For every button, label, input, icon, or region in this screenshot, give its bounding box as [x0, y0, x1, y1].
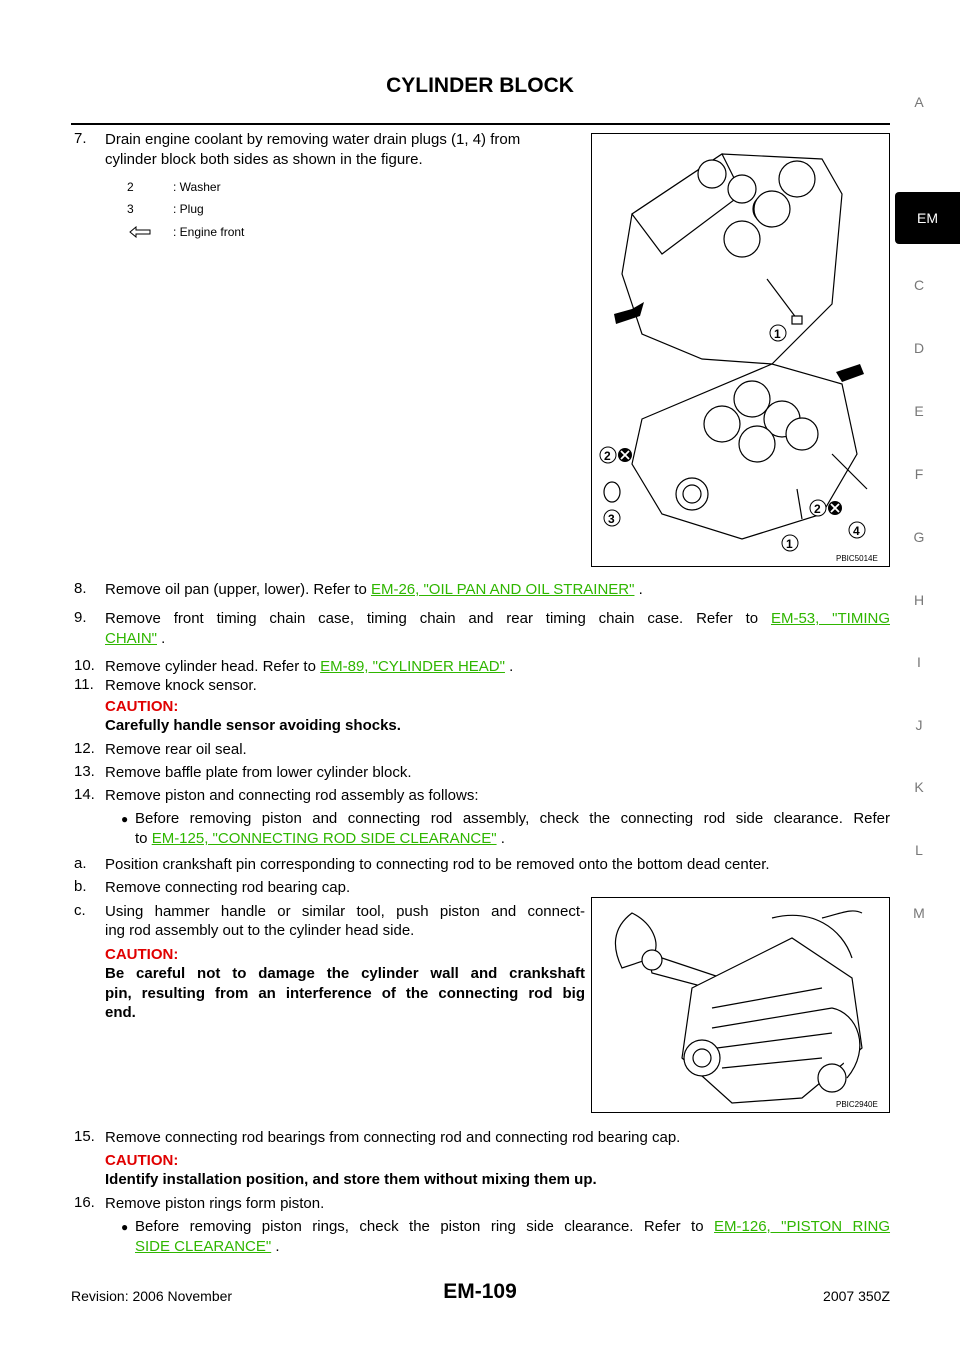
caution-label: CAUTION: [105, 1152, 179, 1169]
step-a-text: Position crankshaft pin corresponding to connecting rod to be removed onto the bottom dead center. [105, 856, 770, 873]
section-tab-c[interactable]: C [913, 277, 925, 293]
step-letter: c. [74, 902, 86, 919]
caution-text-knock-sensor: Carefully handle sensor avoiding shocks. [105, 717, 401, 734]
step-7-line2: cylinder block both sides as shown in the figure. [105, 151, 423, 168]
callout-3: 3 [608, 512, 615, 526]
step-number: 7. [74, 130, 87, 147]
step-14-text: Remove piston and connecting rod assembly as follows: [105, 787, 479, 804]
legend-text-washer: : Washer [173, 180, 221, 194]
caution-text-line1: Be careful not to damage the cylinder wall and crankshaft [105, 965, 585, 982]
callout-1-lower: 1 [786, 537, 793, 551]
caution-text-bearings: Identify installation position, and store them without mixing them up. [105, 1171, 597, 1188]
step-number: 11. [74, 676, 94, 693]
caution-label: CAUTION: [105, 946, 179, 963]
section-tab-d[interactable]: D [913, 340, 925, 356]
step-number: 10. [74, 657, 95, 674]
step-11-text: Remove knock sensor. [105, 677, 257, 694]
link-timing-chain-cont[interactable]: CHAIN" [105, 630, 157, 647]
step-16-bullet-line1 [135, 1217, 890, 1237]
step-number: 8. [74, 580, 87, 597]
step-number: 15. [74, 1128, 95, 1145]
section-tab-g[interactable]: G [913, 529, 925, 545]
page-title: CYLINDER BLOCK [386, 74, 574, 97]
bullet-tail: . [271, 1238, 280, 1255]
callout-4: 4 [853, 524, 860, 538]
step-12-text: Remove rear oil seal. [105, 741, 247, 758]
step-8-text: Remove oil pan (upper, lower). Refer to [105, 581, 371, 598]
section-tab-j[interactable]: J [915, 717, 923, 733]
caution-text-line3: end. [105, 1004, 136, 1021]
bullet-pre: to [135, 830, 152, 847]
figure-code: PBIC2940E [836, 1100, 878, 1109]
section-tab-l[interactable]: L [915, 842, 923, 858]
step-7-line1: Drain engine coolant by removing water drain plugs (1, 4) from [105, 131, 521, 148]
legend-key-3: 3 [127, 202, 134, 216]
step-c-line1: Using hammer handle or similar tool, push piston and connect- [105, 903, 585, 920]
step-13-text: Remove baffle plate from lower cylinder block. [105, 764, 412, 781]
section-tab-a[interactable]: A [914, 94, 924, 110]
step-9-tail: . [157, 630, 166, 647]
figure-code: PBIC5014E [836, 554, 878, 563]
section-tab-i[interactable]: I [917, 654, 921, 670]
step-8-tail: . [634, 581, 643, 598]
section-tab-f[interactable]: F [914, 466, 924, 482]
step-b-text: Remove connecting rod bearing cap. [105, 879, 351, 896]
step-number: 12. [74, 740, 95, 757]
step-16-bullet-line2 [135, 1237, 280, 1257]
section-tab-em-active[interactable]: EM [895, 192, 960, 244]
footer-model: 2007 350Z [823, 1288, 890, 1304]
caution-label: CAUTION: [105, 698, 179, 715]
link-connecting-rod-side-clearance[interactable]: EM-125, "CONNECTING ROD SIDE CLEARANCE" [151, 830, 497, 847]
page-number: EM-109 [443, 1280, 517, 1303]
bullet-dot: ● [121, 812, 129, 826]
bullet-pre: Before removing piston rings, check the piston ring side clearance. Refer to [135, 1218, 715, 1235]
legend-key-2: 2 [127, 180, 134, 194]
figure-push-piston-out [591, 897, 890, 1113]
caution-text-line2: pin, resulting from an interference of the connecting rod big [105, 985, 585, 1002]
legend-text-engine-front: : Engine front [173, 225, 245, 239]
callout-2-left: 2 [604, 449, 611, 463]
step-9-text: Remove front timing chain case, timing chain and rear timing chain case. Refer to [105, 610, 771, 627]
step-9-line2 [105, 629, 165, 649]
step-number: 9. [74, 609, 87, 626]
step-10 [105, 657, 513, 677]
step-number: 13. [74, 763, 95, 780]
step-8 [105, 580, 643, 600]
callout-1-upper: 1 [774, 327, 781, 341]
bullet-tail: . [496, 830, 505, 847]
engine-block-illustration [592, 134, 889, 566]
step-letter: a. [74, 855, 87, 872]
step-14-bullet-line2 [135, 829, 505, 849]
section-tab-m[interactable]: M [913, 905, 925, 921]
step-number: 14. [74, 786, 95, 803]
link-oil-pan[interactable]: EM-26, "OIL PAN AND OIL STRAINER" [370, 581, 635, 598]
step-number: 16. [74, 1194, 95, 1211]
section-tab-e[interactable]: E [914, 403, 924, 419]
section-tab-h[interactable]: H [913, 592, 925, 608]
step-10-text: Remove cylinder head. Refer to [105, 658, 321, 675]
title-rule [71, 123, 890, 125]
link-cylinder-head[interactable]: EM-89, "CYLINDER HEAD" [320, 658, 505, 675]
step-9-line1 [105, 609, 890, 629]
link-piston-ring-side-clearance-cont[interactable]: SIDE CLEARANCE" [135, 1238, 272, 1255]
engine-front-arrow-icon [128, 226, 152, 238]
link-timing-chain[interactable]: EM-53, "TIMING [770, 610, 890, 627]
section-tab-k[interactable]: K [914, 779, 924, 795]
callout-2-right: 2 [814, 502, 821, 516]
legend-text-plug: : Plug [173, 202, 204, 216]
step-letter: b. [74, 878, 87, 895]
step-15-text: Remove connecting rod bearings from connecting rod and connecting rod bearing cap. [105, 1129, 681, 1146]
figure-engine-block-drain-plugs [591, 133, 890, 567]
step-10-tail: . [504, 658, 514, 675]
footer-revision: Revision: 2006 November [71, 1288, 233, 1304]
link-piston-ring-side-clearance[interactable]: EM-126, "PISTON RING [714, 1218, 891, 1235]
bullet-dot: ● [121, 1220, 129, 1234]
piston-removal-illustration [592, 898, 889, 1112]
step-16-text: Remove piston rings form piston. [105, 1195, 325, 1212]
step-c-line2: ing rod assembly out to the cylinder head side. [105, 922, 415, 939]
step-14-bullet-line1: Before removing piston and connecting rod assembly, check the connecting rod side clearance. Refer [135, 810, 890, 827]
